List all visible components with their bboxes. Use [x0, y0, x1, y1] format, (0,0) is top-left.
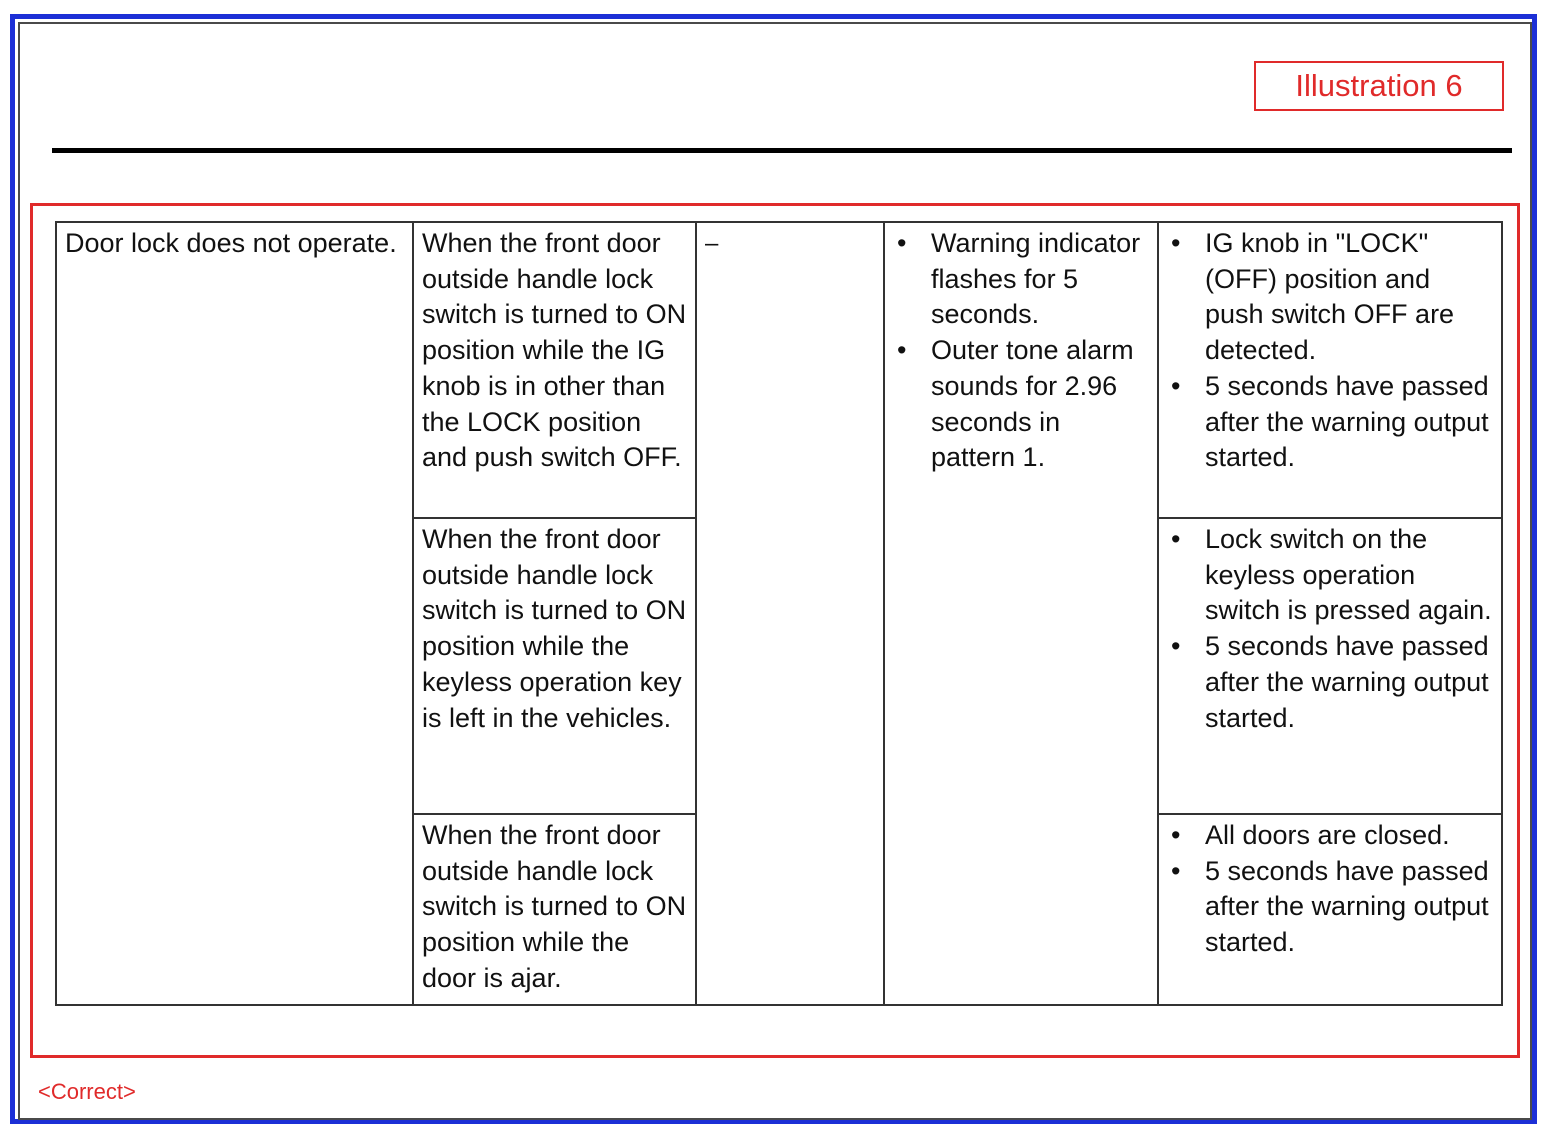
condition-text: When the front door outside handle lock switch is turned to ON position while the keyless operation key is left in the vehicles.	[422, 524, 687, 733]
dash-cell	[696, 222, 884, 1005]
condition-text: When the front door outside handle lock switch is turned to ON position while the IG knob is in other than the LOCK position and push switch OFF.	[422, 228, 687, 473]
list-item: • IG knob in "LOCK" (OFF) position and push switch OFF are detected.	[1205, 226, 1493, 369]
list-item: • 5 seconds have passed after the warning output started.	[1205, 854, 1493, 961]
condition-text: When the front door outside handle lock switch is turned to ON position while the door is ajar.	[422, 820, 687, 993]
warning-spec-table	[55, 221, 1503, 1006]
warning-output-list	[893, 226, 1149, 476]
list-item: • All doors are closed.	[1205, 818, 1493, 854]
dash-text: –	[705, 230, 719, 257]
symptom-text: Door lock does not operate.	[65, 228, 397, 258]
list-item: • Lock switch on the keyless operation switch is pressed again.	[1205, 522, 1493, 629]
list-item: • 5 seconds have passed after the warning output started.	[1205, 629, 1493, 736]
condition-cell	[413, 518, 696, 814]
correct-note: <Correct>	[38, 1079, 136, 1104]
list-item: • 5 seconds have passed after the warning output started.	[1205, 369, 1493, 476]
warning-output-cell	[884, 222, 1158, 1005]
condition-cell	[413, 814, 696, 1005]
cancel-condition-cell	[1158, 222, 1502, 518]
cancel-condition-list	[1167, 522, 1493, 736]
list-item: • Outer tone alarm sounds for 2.96 seconds in pattern 1.	[931, 333, 1149, 476]
cancel-condition-cell	[1158, 518, 1502, 814]
symptom-cell	[56, 222, 413, 1005]
list-item: • Warning indicator flashes for 5 seconds.	[931, 226, 1149, 333]
cancel-condition-list	[1167, 226, 1493, 476]
condition-cell	[413, 222, 696, 518]
cancel-condition-cell	[1158, 814, 1502, 1005]
table-row	[56, 222, 1502, 518]
illustration-label: Illustration 6	[1254, 61, 1504, 111]
cancel-condition-list	[1167, 818, 1493, 961]
header-divider	[52, 148, 1512, 153]
